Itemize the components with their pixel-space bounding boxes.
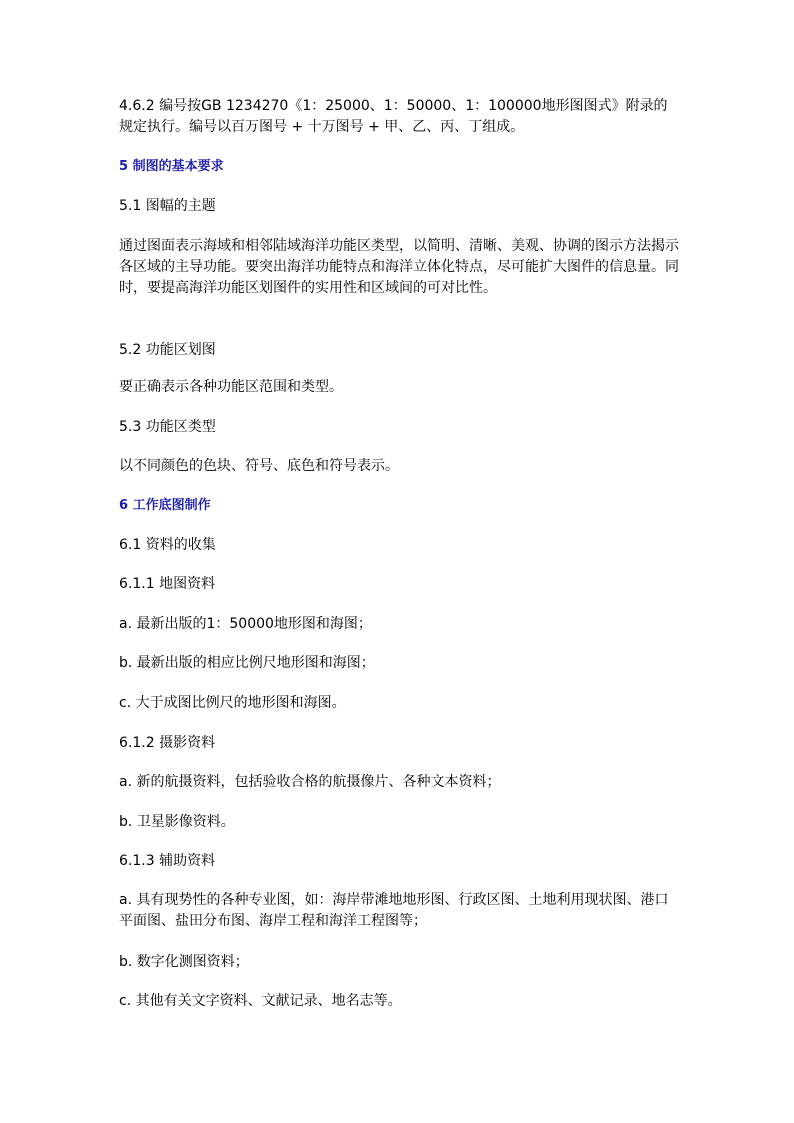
subsection-6-1-2-title: 6.1.2 摄影资料 <box>119 735 216 751</box>
paragraph-5-3: 以不同颜色的色块、符号、底色和符号表示。 <box>119 458 399 474</box>
list-item-6-1-3-b: b. 数字化测图资料； <box>119 954 249 970</box>
paragraph-4-6-2: 4.6.2 编号按GB 1234270《1：25000、1：50000、1：100000地形图图式》附录的规定执行。编号以百万图号 + 十万图号 + 甲、乙、丙、丁组成。 <box>119 98 668 135</box>
subsection-5-3-title: 5.3 功能区类型 <box>119 419 216 435</box>
paragraph-5-1: 通过图面表示海域和相邻陆域海洋功能区类型，以简明、清晰、美观、协调的图示方法揭示各区域的主导功能。要突出海洋功能特点和海洋立体化特点，尽可能扩大图件的信息量。同时，要提高海洋功能区划图件的实用性和区域间的可对比性。 <box>119 238 679 296</box>
subsection-6-1-title: 6.1 资料的收集 <box>119 537 216 553</box>
subsection-6-1-3-title: 6.1.3 辅助资料 <box>119 853 216 869</box>
section-heading-6: 6 工作底图制作 <box>119 498 211 513</box>
list-item-6-1-1-b: b. 最新出版的相应比例尺地形图和海图； <box>119 655 375 671</box>
list-item-6-1-2-a: a. 新的航摄资料，包括验收合格的航摄像片、各种文本资料； <box>119 774 501 790</box>
subsection-5-2-title: 5.2 功能区划图 <box>119 342 216 358</box>
list-item-6-1-1-c: c. 大于成图比例尺的地形图和海图。 <box>119 695 346 711</box>
list-item-6-1-2-b: b. 卫星影像资料。 <box>119 814 235 830</box>
list-item-6-1-1-a: a. 最新出版的1：50000地形图和海图； <box>119 616 372 632</box>
list-item-6-1-3-c: c. 其他有关文字资料、文献记录、地名志等。 <box>119 993 402 1009</box>
list-item-6-1-3-a: a. 具有现势性的各种专业图，如：海岸带滩地地形图、行政区图、土地利用现状图、港口平面图、盐田分布图、海岸工程和海洋工程图等； <box>119 892 669 929</box>
paragraph-5-2: 要正确表示各种功能区范围和类型。 <box>119 379 343 395</box>
section-heading-5: 5 制图的基本要求 <box>119 159 224 174</box>
subsection-5-1-title: 5.1 图幅的主题 <box>119 198 216 214</box>
subsection-6-1-1-title: 6.1.1 地图资料 <box>119 576 216 592</box>
